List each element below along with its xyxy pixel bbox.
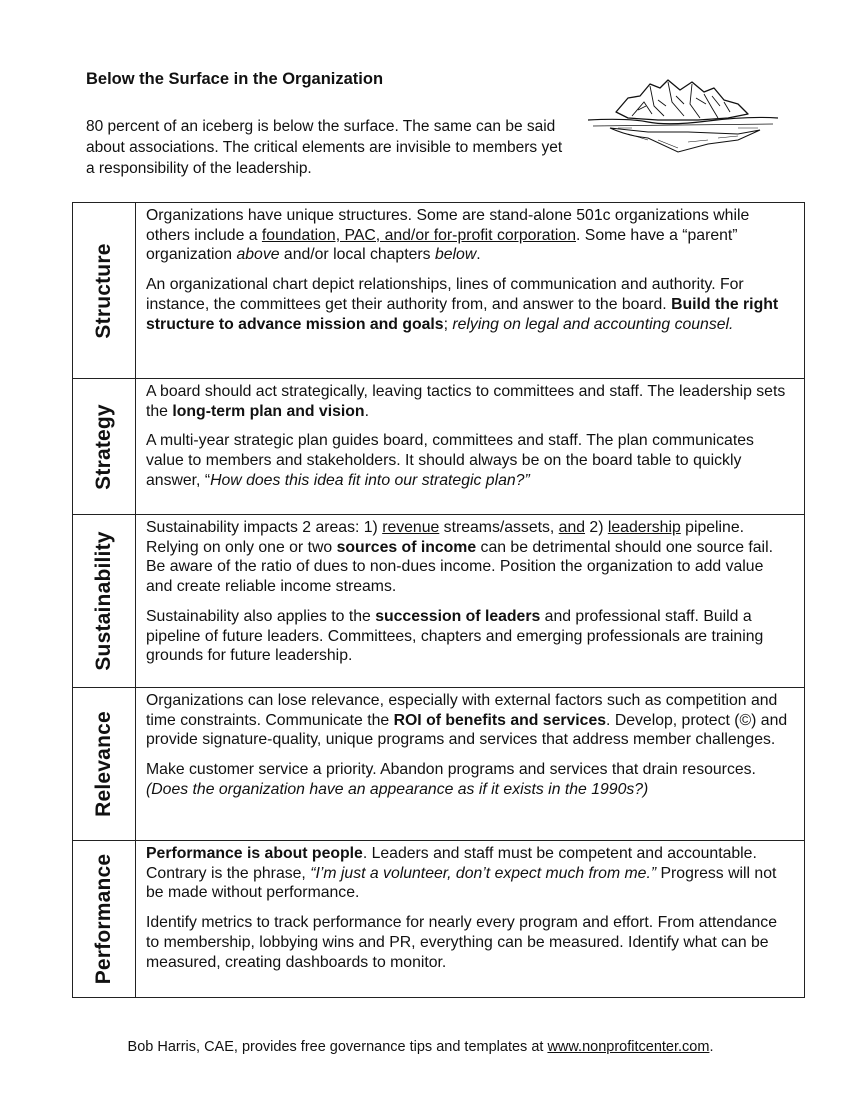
structure-paragraph-1: Organizations have unique structures. Some are stand-alone 501c organizations while others include a foundation, PAC, and/or for-profit corporation. Some have a “parent” organization above and/or local chapters below. xyxy=(146,207,750,264)
table-row xyxy=(73,515,805,688)
structure-paragraph-2: An organizational chart depict relationships, lines of communication and authority. For instance, the committees get their authority from, and answer to the board. Build the right structure to advance mission and goals; relying on legal and accounting counsel. xyxy=(146,276,779,333)
row-label-strategy: Strategy xyxy=(92,403,115,490)
intro-paragraph: 80 percent of an iceberg is below the surface. The same can be said about associations. The critical elements are invisible to members yet a responsibility of the leadership. xyxy=(86,118,563,177)
performance-paragraph-2: Identify metrics to track performance for nearly every program and effort. From attendance to membership, lobbying wins and PR, everything can be measured. Identify what can be measured, creating dashboards to monitor. xyxy=(146,914,777,971)
sustainability-paragraph-2: Sustainability also applies to the succession of leaders and professional staff. Build a pipeline of future leaders. Committees, chapters and emerging professionals are training grounds for future leadership. xyxy=(146,607,764,665)
table-row xyxy=(73,379,805,515)
relevance-paragraph-1: Organizations can lose relevance, especially with external factors such as competition and time constraints. Communicate the ROI of benefits and services. Develop, protect (©) and provide signature-quality, unique programs and services that address member challenges. xyxy=(146,692,788,749)
iceberg-illustration xyxy=(588,76,778,196)
strategy-paragraph-2: A multi-year strategic plan guides board, committees and staff. The plan communicates value to members and stakeholders. It should always be on the board table to quickly answer, “How does this idea fit into our strategic plan?” xyxy=(146,432,754,489)
page-title: Below the Surface in the Organization xyxy=(86,70,384,88)
table-row xyxy=(73,688,805,841)
row-label-sustainability: Sustainability xyxy=(92,531,115,671)
table-row xyxy=(73,203,805,379)
content-table xyxy=(72,202,805,998)
strategy-paragraph-1: A board should act strategically, leaving tactics to committees and staff. The leadership sets the long-term plan and vision. xyxy=(146,383,786,420)
relevance-paragraph-2: Make customer service a priority. Abandon programs and services that drain resources. (Does the organization have an appearance as if it exists in the 1990s?) xyxy=(146,761,756,798)
sustainability-paragraph-1: Sustainability impacts 2 areas: 1) revenue streams/assets, and 2) leadership pipeline. Relying on only one or two sources of income can be detrimental should one source fail. Be aware of the ratio of dues to non-dues income. Position the organization to add value and create reliable income streams. xyxy=(146,519,773,596)
table-row xyxy=(73,841,805,998)
row-label-performance: Performance xyxy=(92,853,115,985)
row-label-relevance: Relevance xyxy=(92,711,115,817)
footer: Bob Harris, CAE, provides free governance tips and templates at www.nonprofitcenter.com. xyxy=(127,1039,714,1055)
performance-paragraph-1: Performance is about people. Leaders and staff must be competent and accountable. Contrary is the phrase, “I’m just a volunteer, don’t expect much from me.” Progress will not be made without performance. xyxy=(146,845,777,902)
footer-link[interactable]: www.nonprofitcenter.com xyxy=(547,1039,710,1055)
row-label-structure: Structure xyxy=(92,242,115,339)
